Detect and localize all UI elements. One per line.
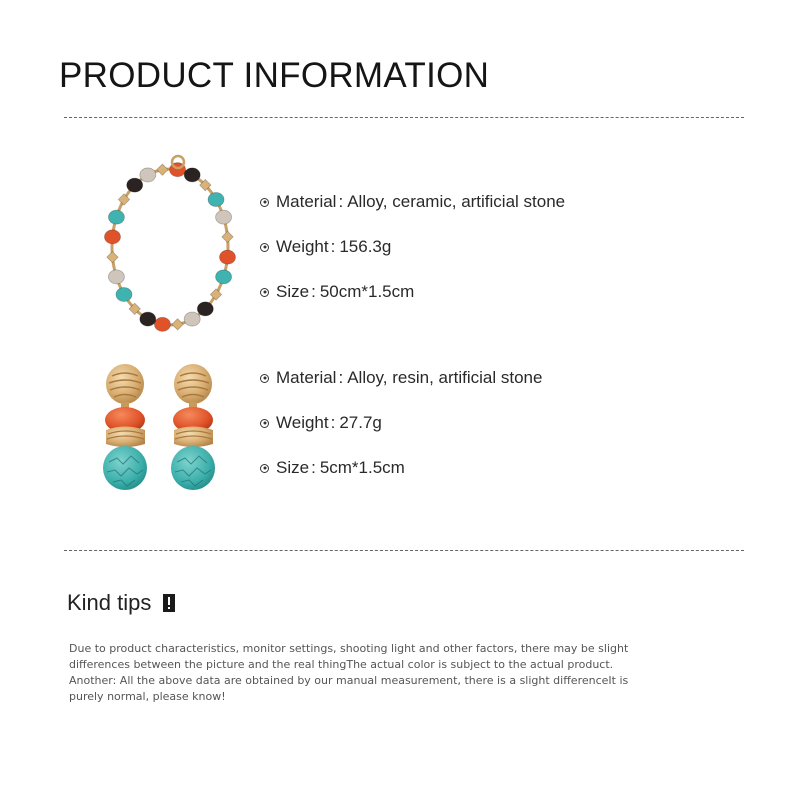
necklace-bead xyxy=(108,270,124,284)
tips-line: purely normal, please know! xyxy=(69,690,226,703)
tips-line: Due to product characteristics, monitor settings, shooting light and other factors, there may be slight xyxy=(69,642,629,655)
bottom-divider xyxy=(64,550,744,551)
necklace-bead xyxy=(222,231,233,242)
bullet-icon xyxy=(260,288,269,297)
bullet-icon xyxy=(260,198,269,207)
earrings-image xyxy=(95,360,225,500)
bullet-icon xyxy=(260,374,269,383)
top-divider xyxy=(64,117,744,118)
necklace-bead xyxy=(220,250,236,264)
necklace-bead xyxy=(157,164,168,175)
necklace-bead xyxy=(216,270,232,284)
necklace-bead xyxy=(208,193,224,207)
tips-line: Another: All the above data are obtained by our manual measurement, there is a slight differenceIt is xyxy=(69,674,629,687)
tips-line: differences between the picture and the real thingThe actual color is subject to the actual product. xyxy=(69,658,614,671)
spec-material-earrings: Material : Alloy, resin, artificial stone xyxy=(260,366,542,390)
spec-size-earrings: Size : 5cm*1.5cm xyxy=(260,456,405,480)
necklace-bead xyxy=(140,312,156,326)
warning-icon xyxy=(163,594,175,612)
necklace-bead xyxy=(108,210,124,224)
necklace-image xyxy=(95,152,245,342)
necklace-bead xyxy=(172,319,183,330)
page-title: PRODUCT INFORMATION xyxy=(59,56,490,95)
earring-right xyxy=(171,364,215,490)
necklace-bead xyxy=(184,312,200,326)
kind-tips-text xyxy=(69,641,639,705)
necklace-bead xyxy=(197,302,213,316)
spec-size-necklace: Size : 50cm*1.5cm xyxy=(260,280,414,304)
necklace-bead xyxy=(127,178,143,192)
necklace-bead xyxy=(116,287,132,301)
necklace-bead xyxy=(154,317,170,331)
spec-material-necklace: Material : Alloy, ceramic, artificial stone xyxy=(260,190,565,214)
kind-tips-heading xyxy=(67,590,175,616)
necklace-bead xyxy=(140,168,156,182)
necklace-bead xyxy=(107,252,118,263)
necklace-bead xyxy=(216,210,232,224)
necklace-bead xyxy=(104,230,120,244)
bullet-icon xyxy=(260,419,269,428)
necklace-bead xyxy=(184,168,200,182)
earring-left xyxy=(103,364,147,490)
bullet-icon xyxy=(260,243,269,252)
spec-weight-necklace: Weight : 156.3g xyxy=(260,235,391,259)
kind-tips-label: Kind tips xyxy=(67,590,152,615)
bullet-icon xyxy=(260,464,269,473)
spec-weight-earrings: Weight : 27.7g xyxy=(260,411,382,435)
